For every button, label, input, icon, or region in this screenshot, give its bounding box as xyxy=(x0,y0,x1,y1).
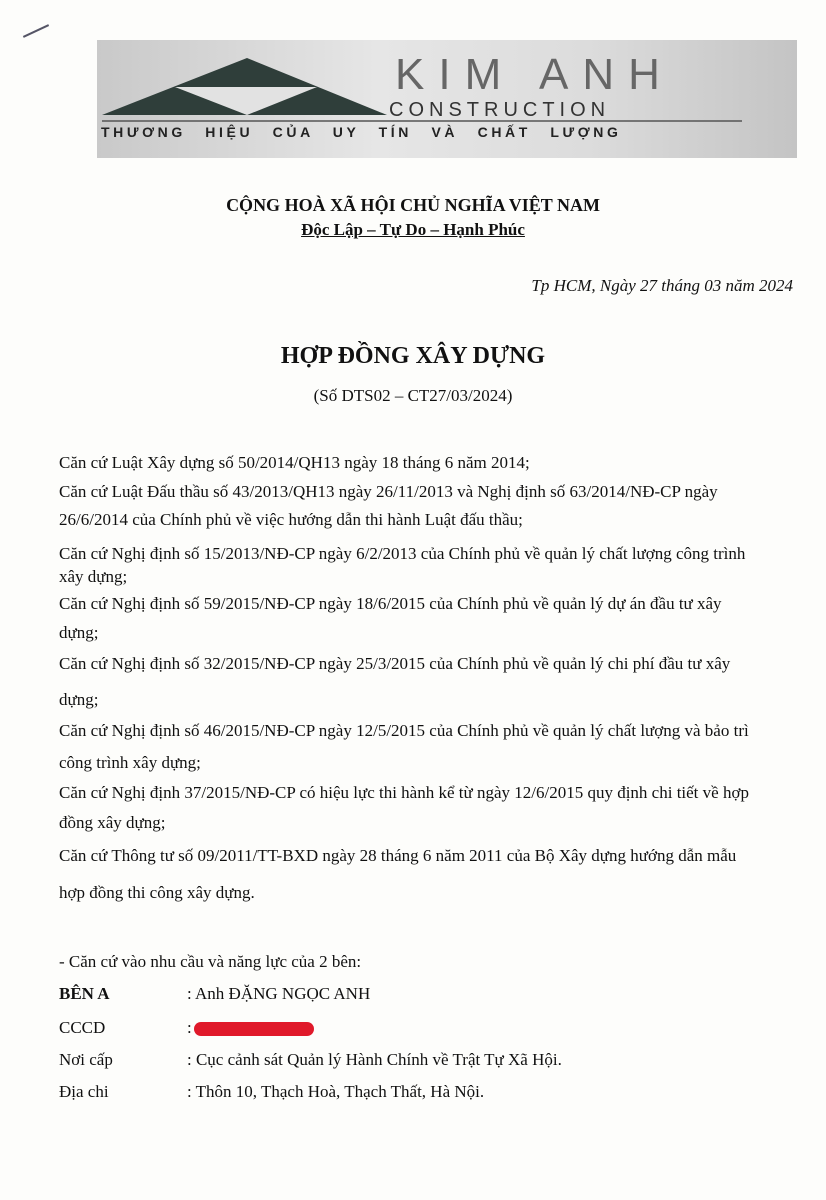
party-a-name: : Anh ĐẶNG NGỌC ANH xyxy=(187,984,371,1003)
nation-heading: CỘNG HOÀ XÃ HỘI CHỦ NGHĨA VIỆT NAM xyxy=(226,195,600,215)
contract-number: (Số DTS02 – CT27/03/2024) xyxy=(313,386,513,405)
logo-brand-name: KIM ANH xyxy=(395,50,674,99)
document-title: HỢP ĐỒNG XÂY DỰNG xyxy=(280,343,546,369)
logo-brand-subtitle: CONSTRUCTION xyxy=(389,99,611,121)
basis-line: hợp đồng thi công xây dựng. xyxy=(59,883,255,902)
basis-line: đồng xây dựng; xyxy=(59,813,166,832)
party-a-label: BÊN A xyxy=(59,984,110,1003)
address-label: Địa chi xyxy=(59,1082,109,1101)
basis-line: xây dựng; xyxy=(59,567,128,586)
issued-by-label: Nơi cấp xyxy=(59,1050,113,1069)
basis-line: công trình xây dựng; xyxy=(59,753,201,772)
redaction-mark xyxy=(194,1022,314,1036)
basis-line: Căn cứ Luật Đấu thầu số 43/2013/QH13 ngày 26/11/2013 và Nghị định số 63/2014/NĐ-CP ngày xyxy=(59,482,718,501)
basis-line: Căn cứ Nghị định 37/2015/NĐ-CP có hiệu lực thi hành kể từ ngày 12/6/2015 quy định chi tiết về hợp xyxy=(59,783,749,802)
basis-line: Căn cứ Nghị định số 59/2015/NĐ-CP ngày 18/6/2015 của Chính phủ về quản lý dự án đầu tư xây xyxy=(59,594,722,613)
logo-slogan: THƯƠNG HIỆU CỦA UY TÍN VÀ CHẤT LƯỢNG xyxy=(101,124,622,140)
basis-line: Căn cứ Luật Xây dựng số 50/2014/QH13 ngày 18 tháng 6 năm 2014; xyxy=(59,453,530,472)
basis-line: 26/6/2014 của Chính phủ về việc hướng dẫn thi hành Luật đấu thầu; xyxy=(59,510,523,529)
id-value xyxy=(187,1018,314,1038)
basis-line: dựng; xyxy=(59,690,99,709)
basis-line: Căn cứ Thông tư số 09/2011/TT-BXD ngày 28 tháng 6 năm 2011 của Bộ Xây dựng hướng dẫn mẫu xyxy=(59,846,737,865)
basis-line: Căn cứ Nghị định số 15/2013/NĐ-CP ngày 6/2/2013 của Chính phủ về quản lý chất lượng công trình xyxy=(59,544,746,563)
issued-by-value: : Cục cảnh sát Quản lý Hành Chính về Trật Tự Xã Hội. xyxy=(187,1050,562,1069)
pen-mark xyxy=(23,24,49,38)
id-label: CCCD xyxy=(59,1018,106,1037)
address-value: : Thôn 10, Thạch Hoà, Thạch Thất, Hà Nội. xyxy=(187,1082,485,1101)
document-date: Tp HCM, Ngày 27 tháng 03 năm 2024 xyxy=(531,276,793,295)
basis-line: Căn cứ Nghị định số 32/2015/NĐ-CP ngày 25/3/2015 của Chính phủ về quản lý chi phí đầu tư xây xyxy=(59,654,731,673)
company-logo xyxy=(97,40,797,158)
parties-intro: - Căn cứ vào nhu cầu và năng lực của 2 bên: xyxy=(59,952,362,971)
id-colon: : xyxy=(187,1018,192,1037)
motto: Độc Lập – Tự Do – Hạnh Phúc xyxy=(301,220,525,239)
basis-line: dựng; xyxy=(59,623,99,642)
basis-line: Căn cứ Nghị định số 46/2015/NĐ-CP ngày 12/5/2015 của Chính phủ về quản lý chất lượng và bảo trì xyxy=(59,721,749,740)
